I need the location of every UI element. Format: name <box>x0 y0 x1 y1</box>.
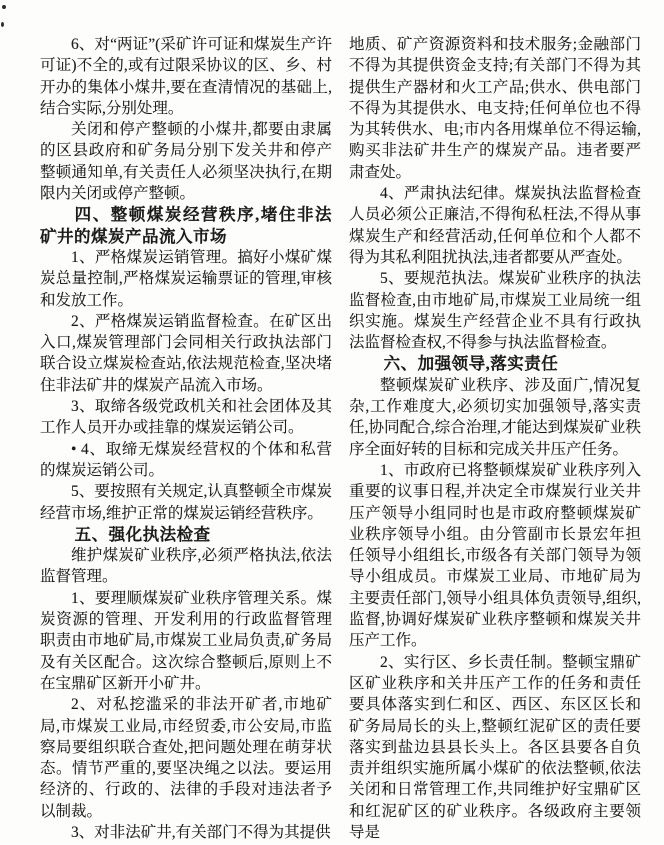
paragraph: 关闭和停产整顿的小煤井,都要由隶属的区县政府和矿务局分别下发关井和停产整顿通知单,有关责任人必须坚决执行,在期限内关闭或停产整顿。 <box>40 121 332 203</box>
paragraph: 6、对“两证”(采矿许可证和煤炭生产许可证)不全的,或有过限采协议的区、乡、村开办的集体小煤井,要在查清情况的基础上,结合实际,分别处理。 <box>40 36 332 117</box>
section-heading-5: 五、强化执法检查 <box>74 524 211 544</box>
two-column-text-block <box>40 34 641 843</box>
paragraph: 2、严格煤炭运销监督检查。在矿区出入口,煤炭管理部门会同相关行政执法部门联合设立煤炭检查站,依法规范检查,坚决堵住非法矿井的煤炭产品流入市场。 <box>40 312 332 394</box>
text-column-left <box>40 34 332 843</box>
scan-speck <box>2 5 6 9</box>
paragraph: 4、严肃执法纪律。煤炭执法监督检查人员必须公正廉洁,不得徇私枉法,不得从事煤炭生产和经营活动,任何单位和个人都不得为其私利阻扰执法,违者都要从严查处。 <box>349 185 641 266</box>
paragraph: 3、对非法矿井,有关部门不得为其提供 <box>71 823 331 841</box>
section-heading-4: 四、整顿煤炭经营秩序,堵住非法矿井的煤炭产品流入市场 <box>40 205 332 246</box>
paragraph: 3、取缔各级党政机关和社会团体及其工作人员开办或挂靠的煤炭运销公司。 <box>40 398 332 437</box>
paragraph: 1、严格煤炭运销管理。搞好小煤矿煤炭总量控制,严格煤炭运输票证的管理,审核和发放工作。 <box>40 248 332 309</box>
paragraph: 5、要按照有关规定,认真整顿全市煤炭经营市场,维护正常的煤炭运销经营秩序。 <box>40 483 332 522</box>
paragraph: 5、要规范执法。煤炭矿业秩序的执法监督检查,由市地矿局,市煤炭工业局统一组织实施。煤炭生产经营企业不具有行政执法监督检查权,不得参与执法监督检查。 <box>349 270 641 352</box>
scan-speck <box>1 22 4 27</box>
paragraph: 维护煤炭矿业秩序,必须严格执法,依法监督管理。 <box>40 547 332 586</box>
paragraph: 1、市政府已将整顿煤炭矿业秩序列入重要的议事日程,并决定全市煤炭行业关井压产领导小组同时也是市政府整顿煤炭矿业秩序领导小组。由分管副市长景宏年担任领导小组组长,市级各有关部门领导为领导小组成员。市煤炭工业局、市地矿局为主要责任部门,领导小组具体负责领导,组织,监督,协调好煤炭矿业秩序整顿和煤炭关井压产工作。 <box>349 461 641 650</box>
paragraph: 整顿煤炭矿业秩序、涉及面广,情况复杂,工作难度大,必须切实加强领导,落实责任,协同配合,综合治理,才能达到煤炭矿业秩序全面好转的目标和完成关井压产任务。 <box>349 376 641 458</box>
paragraph-with-bullet: • 4、取缔无煤炭经营权的个体和私营的煤炭运销公司。 <box>40 440 332 479</box>
paragraph-continued: 地质、矿产资源资料和技术服务;金融部门不得为其提供资金支持;有关部门不得为其提供生产器材和火工产品;供水、供电部门不得为其提供水、电支持;任何单位也不得为其转供水、电;市内各用煤单位不得运输,购买非法矿井生产的煤炭产品。违者要严肃查处。 <box>349 36 641 181</box>
paragraph: 2、实行区、乡长责任制。整顿宝鼎矿区矿业秩序和关井压产工作的任务和责任要具体落实到仁和区、西区、东区区长和矿务局局长的头上,整顿红泥矿区的责任要落实到盐边县县长头上。各区县要各自负责并组织实施所属小煤矿的依法整顿,依法关闭和日常管理工作,共同维护好宝鼎矿区和红泥矿区的矿业秩序。各级政府主要领导是 <box>349 653 641 841</box>
paragraph: 1、要理顺煤炭矿业秩序管理关系。煤炭资源的管理、开发利用的行政监督管理职责由市地矿局,市煤炭工业局负责,矿务局及有关区配合。这次综合整顿后,原则上不在宝鼎矿区新开小矿井。 <box>40 589 332 692</box>
text-column-right <box>349 34 641 843</box>
section-heading-6: 六、加强领导,落实责任 <box>383 354 559 374</box>
paragraph: 2、对私挖滥采的非法开矿者,市地矿局,市煤炭工业局,市经贸委,市公安局,市监察局要组织联合查处,把问题处理在萌芽状态。情节严重的,要坚决绳之以法。要运用经济的、行政的、法律的手段对违法者予以制裁。 <box>40 696 332 820</box>
